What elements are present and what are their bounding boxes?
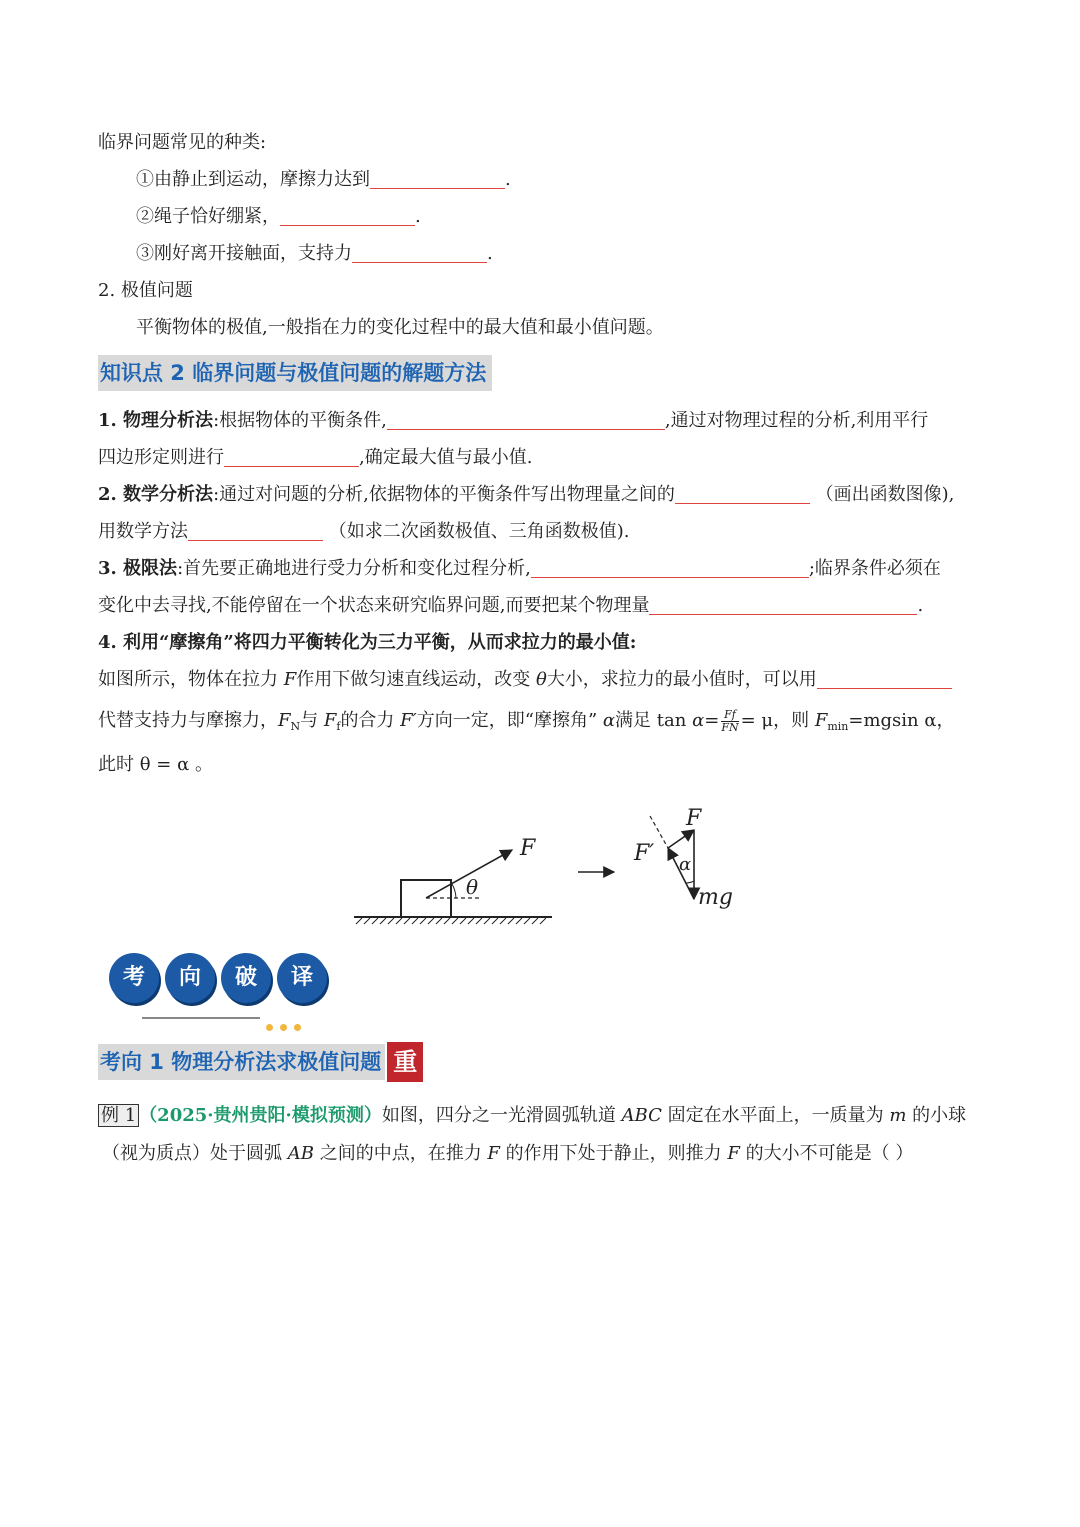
label-F-prime: F′ [634,841,655,866]
section-title: 知识点 2 临界问题与极值问题的解题方法 [98,355,492,391]
method-4-text: 满足 tan [615,710,693,731]
label-alpha: α [679,854,692,875]
method-4-text: 大小，求拉力的最小值时，可以用 [546,669,817,690]
theta-arc [452,884,456,898]
force-symbol: F [487,1143,500,1164]
pull-force-arrow-2 [668,830,694,848]
method-2-text: 用数学方法 [98,521,188,542]
min-force-symbol: F [814,710,828,731]
example-text: （视为质点）处于圆弧 [102,1143,288,1164]
equals: = [704,710,720,731]
intro-item-3-text: ③刚好离开接触面，支持力 [136,243,352,264]
fraction-denominator: FN [721,720,739,734]
period: . [505,169,511,190]
method-2-line-1 [98,481,954,509]
example-text: 的作用下处于静止，则推力 [499,1143,728,1164]
method-1-text: 四边形定则进行 [98,447,224,468]
intro-item-3 [136,240,493,268]
method-4-text: 如图所示，物体在拉力 [98,669,284,690]
kaoxiang-title: 考向 1 物理分析法求极值问题 [98,1044,385,1080]
method-3-line-1 [98,555,941,583]
example-text: 之间的中点，在推力 [313,1143,488,1164]
banner-char-4: 译 [277,953,327,1003]
force-symbol: F [727,1143,740,1164]
method-3-text: 变化中去寻找,不能停留在一个状态来研究临界问题,而要把某个物理量 [98,595,650,616]
track-label: ABC [621,1105,662,1126]
method-2-label: 2. 数学分析法 [98,484,214,505]
method-4-text: 作用下做匀速直线运动，改变 [296,669,536,690]
method-4-text: 方向一定，即“摩擦角” [416,710,603,731]
method-1-label: 1. 物理分析法 [98,410,214,431]
answer-blank[interactable] [224,446,359,467]
method-4-text: 的合力 [340,710,401,731]
example-line-2 [102,1140,913,1168]
method-3-text: ;临界条件必须在 [808,558,941,579]
intro-heading: 临界问题常见的种类: [98,132,267,153]
method-3-line-2 [98,592,923,620]
method-4-line-1 [98,666,952,694]
method-3-label: 3. 极限法 [98,558,178,579]
answer-blank[interactable] [649,594,917,615]
answer-blank[interactable] [387,409,665,430]
method-4-text: =mgsin α， [848,710,955,731]
label-theta: θ [466,875,479,899]
method-2-text: （如求二次函数极值、三角函数极值). [328,521,630,542]
banner-char-1: 考 [109,953,159,1003]
example-line-1 [98,1102,966,1130]
method-3-text: . [917,595,924,616]
resultant-force-symbol: F′ [400,710,417,731]
subscript: N [290,720,301,733]
label-mg: mg [698,885,733,910]
method-1-line-2 [98,444,532,472]
method-4-line-3: 此时 θ = α 。 [98,754,213,775]
label-F: F [520,836,536,861]
period: . [415,206,421,227]
intro-item-2-text: ②绳子恰好绷紧， [136,206,280,227]
subscript: f [336,720,341,733]
answer-blank[interactable] [188,520,323,541]
method-4-text: 与 [300,710,324,731]
kaoxiang-header [98,1042,423,1082]
intro-item-2 [136,203,421,231]
answer-blank[interactable] [370,168,505,189]
label-F-top: F [686,806,702,831]
alpha-arc [686,881,694,883]
method-1-text: :根据物体的平衡条件, [213,410,387,431]
arc-label: AB [287,1143,314,1164]
force-symbol: F [283,669,297,690]
method-4-text: 代替支持力与摩擦力， [98,710,278,731]
method-2-text: （画出函数图像), [815,484,955,505]
mass-symbol: m [889,1105,907,1126]
ground-hatching [356,918,546,924]
method-1-line-1 [98,407,928,435]
method-2-line-2 [98,518,629,546]
example-text: 的大小不可能是（ ） [739,1143,914,1164]
subscript: min [827,720,849,733]
fraction-numerator: Ff [721,709,738,722]
extreme-title: 2. 极值问题 [98,280,193,301]
example-text: 固定在水平面上，一质量为 [661,1105,890,1126]
force-diagram [340,800,760,935]
method-4-line-2 [98,706,955,742]
method-2-text: :通过对问题的分析,依据物体的平衡条件写出物理量之间的 [213,484,675,505]
alpha-symbol: α [602,710,616,731]
friction-force-symbol: F [323,710,337,731]
key-badge: 重 [387,1042,423,1082]
theta-symbol: θ [535,669,547,690]
example-source: （2025·贵州贵阳·模拟预测） [139,1105,382,1126]
banner-underline [142,1017,260,1019]
method-1-text: ,确定最大值与最小值. [359,447,533,468]
banner-char-3: 破 [221,953,271,1003]
method-3-text: :首先要正确地进行受力分析和变化过程分析, [177,558,531,579]
intro-item-1-text: ①由静止到运动，摩擦力达到 [136,169,370,190]
answer-blank[interactable] [352,242,487,263]
example-text: 如图，四分之一光滑圆弧轨道 [381,1105,622,1126]
method-4-text: = μ，则 [740,710,815,731]
answer-blank[interactable] [280,205,415,226]
example-text: 的小球 [906,1105,967,1126]
intro-item-1 [136,166,511,194]
method-1-text: ,通过对物理过程的分析,利用平行 [664,410,929,431]
period: . [487,243,493,264]
banner-dots [266,1015,301,1036]
friction-angle-fraction [721,709,738,734]
extreme-desc: 平衡物体的极值,一般指在力的变化过程中的最大值和最小值问题。 [136,317,664,338]
answer-blank[interactable] [531,557,809,578]
method-4-label: 4. 利用“摩擦角”将四力平衡转化为三力平衡，从而求拉力的最小值: [98,632,637,653]
normal-force-symbol: F [278,710,291,731]
alpha-symbol: α [692,710,705,731]
answer-blank[interactable] [675,483,810,504]
banner-char-2: 向 [165,953,215,1003]
answer-blank[interactable] [817,668,952,689]
example-tag: 例 1 [98,1104,139,1127]
